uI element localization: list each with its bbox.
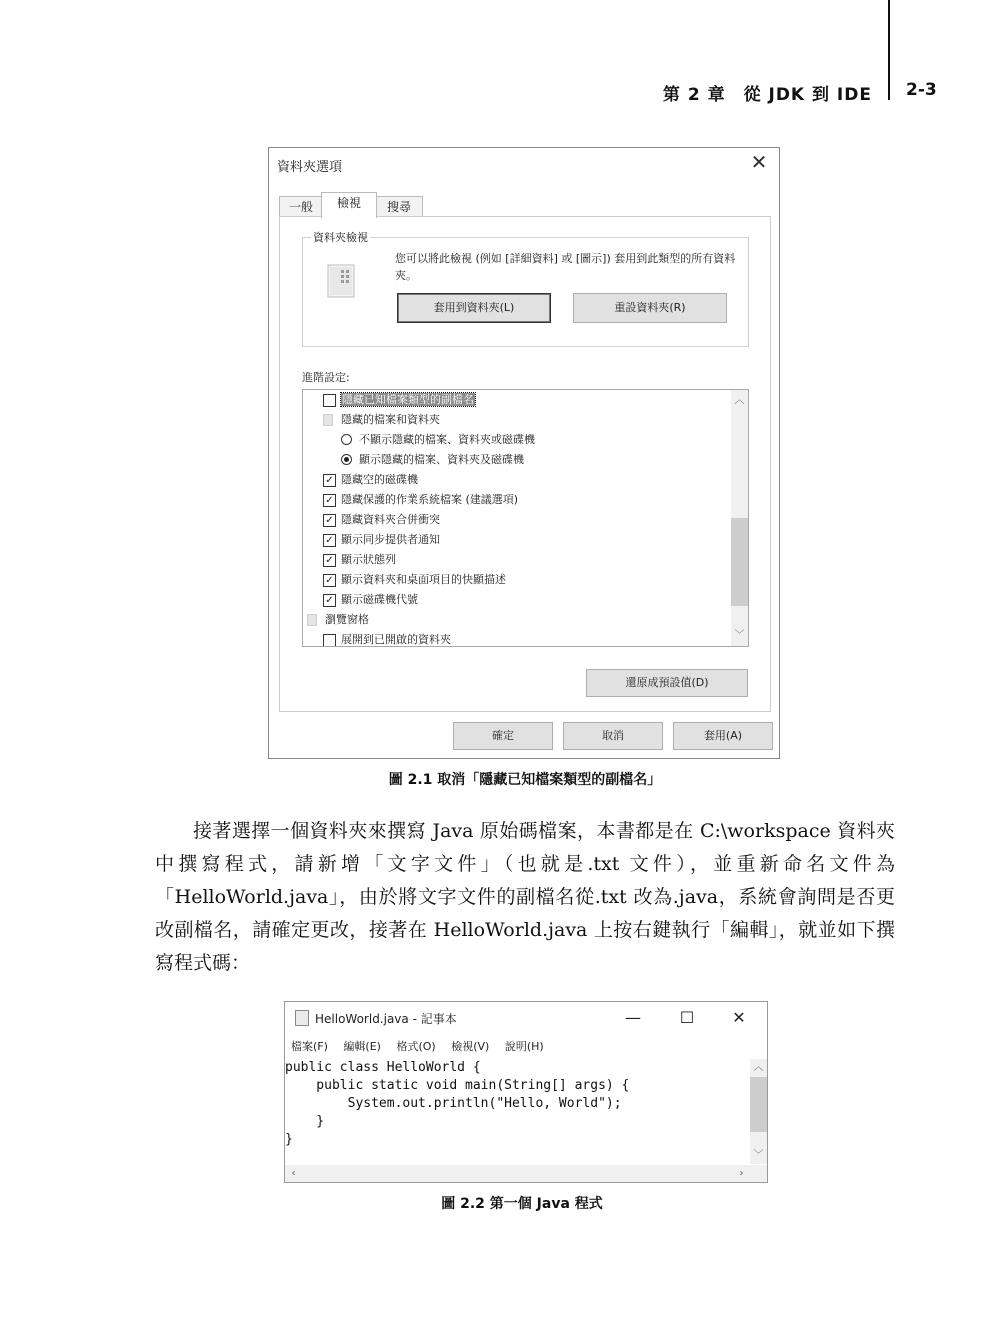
code-editor[interactable]: public class HelloWorld { public static void main(String[] args) { System.out.println("Hello, World"); } } [285, 1060, 630, 1147]
sync-provider-label: 顯示同步提供者通知 [341, 533, 440, 546]
checkbox-checked-icon[interactable]: ✓ [323, 574, 336, 587]
notepad-window [284, 1001, 768, 1183]
expand-open-folder-label: 展開到已開啟的資料夾 [341, 633, 451, 646]
scroll-down-icon[interactable]: ﹀ [753, 1150, 764, 1161]
popup-description-label: 顯示資料夾和桌面項目的快顯描述 [341, 573, 506, 586]
folder-node-icon [323, 414, 333, 426]
tab-general[interactable]: 一般 [279, 196, 323, 217]
navigation-pane-icon [307, 614, 317, 626]
list-item [307, 610, 369, 630]
menu-edit[interactable]: 編輯(E) [343, 1040, 381, 1053]
radio-icon[interactable] [341, 434, 352, 445]
list-item [323, 410, 440, 430]
list-item[interactable] [323, 470, 418, 490]
editor-horizontal-scrollbar[interactable] [285, 1165, 767, 1182]
checkbox-checked-icon[interactable]: ✓ [323, 554, 336, 567]
notepad-title: HelloWorld.java - 記事本 [315, 1012, 457, 1026]
scroll-up-icon[interactable]: ︿ [734, 395, 745, 406]
cancel-button[interactable]: 取消 [563, 722, 663, 750]
hide-protected-files-label: 隱藏保護的作業系統檔案 (建議選項) [341, 493, 519, 506]
hide-merge-conflicts-label: 隱藏資料夾合併衝突 [341, 513, 440, 526]
scroll-down-icon[interactable]: ﹀ [734, 630, 745, 641]
scroll-up-icon[interactable]: ︿ [753, 1062, 764, 1073]
checkbox-icon[interactable] [323, 394, 336, 407]
hide-extensions-label: 隱藏已知檔案類型的副檔名 [342, 393, 474, 406]
list-item[interactable] [323, 530, 440, 550]
drive-letters-label: 顯示磁碟機代號 [341, 593, 418, 606]
status-bar-label: 顯示狀態列 [341, 553, 396, 566]
list-item[interactable] [323, 550, 396, 570]
ok-button[interactable]: 確定 [453, 722, 553, 750]
folder-views-description: 您可以將此檢視 (例如 [詳細資料] 或 [圖示]) 套用到此類型的所有資料夾。 [395, 252, 736, 282]
figure-caption-2: 圖 2.2 第一個 Java 程式 [441, 1196, 603, 1212]
list-item[interactable] [323, 590, 418, 610]
navigation-pane-label: 瀏覽窗格 [325, 613, 369, 626]
tab-view[interactable]: 檢視 [321, 192, 377, 218]
notepad-menubar [291, 1038, 556, 1054]
reset-folders-button[interactable]: 重設資料夾(R) [573, 293, 727, 323]
apply-to-folders-button[interactable]: 套用到資料夾(L) [397, 293, 551, 323]
advanced-settings-list [302, 389, 749, 647]
checkbox-checked-icon[interactable]: ✓ [323, 494, 336, 507]
list-item[interactable] [323, 570, 506, 590]
list-item[interactable] [323, 630, 451, 647]
folder-view-icon [327, 264, 357, 300]
show-hidden-label: 顯示隱藏的檔案、資料夾及磁碟機 [359, 453, 524, 466]
folder-views-group [302, 231, 749, 347]
list-item[interactable] [323, 390, 475, 410]
advanced-settings-label: 進階設定: [302, 371, 350, 384]
editor-vertical-scrollbar[interactable] [750, 1059, 767, 1164]
tab-search[interactable]: 搜尋 [375, 196, 423, 217]
scrollbar-thumb[interactable] [750, 1077, 767, 1132]
scrollbar-thumb[interactable] [731, 518, 748, 606]
menu-format[interactable]: 格式(O) [396, 1040, 436, 1053]
view-tab-panel [279, 216, 771, 712]
body-paragraph [155, 815, 895, 980]
checkbox-checked-icon[interactable]: ✓ [323, 534, 336, 547]
notepad-icon [295, 1010, 309, 1026]
figure-caption-1: 圖 2.1 取消「隱藏已知檔案類型的副檔名」 [388, 772, 662, 788]
scroll-left-icon[interactable]: ‹ [291, 1168, 296, 1179]
menu-view[interactable]: 檢視(V) [451, 1040, 490, 1053]
maximize-icon[interactable]: ☐ [679, 1008, 695, 1027]
hide-empty-drives-label: 隱藏空的磁碟機 [341, 473, 418, 486]
page-number: 2-3 [906, 80, 937, 100]
list-item[interactable] [323, 490, 518, 510]
minimize-icon[interactable]: — [625, 1008, 641, 1027]
list-item[interactable] [323, 510, 440, 530]
checkbox-checked-icon[interactable]: ✓ [323, 594, 336, 607]
radio-selected-icon[interactable] [341, 454, 352, 465]
list-item[interactable] [341, 430, 535, 450]
menu-help[interactable]: 說明(H) [504, 1040, 544, 1053]
checkbox-checked-icon[interactable]: ✓ [323, 514, 336, 527]
dont-show-hidden-label: 不顯示隱藏的檔案、資料夾或磁碟機 [359, 433, 535, 446]
chapter-title: 第 2 章 從 JDK 到 IDE [662, 85, 872, 105]
scroll-right-icon[interactable]: › [739, 1168, 744, 1179]
menu-file[interactable]: 檔案(F) [291, 1040, 328, 1053]
hidden-files-node-label: 隱藏的檔案和資料夾 [341, 413, 440, 426]
dialog-title: 資料夾選項 [277, 160, 343, 175]
restore-defaults-button[interactable]: 還原成預設值(D) [586, 669, 748, 697]
list-scrollbar[interactable] [731, 390, 748, 646]
apply-button[interactable]: 套用(A) [673, 722, 773, 750]
paragraph-text: 接著選擇一個資料夾來撰寫 Java 原始碼檔案，本書都是在 C:\workspace 資料夾中撰寫程式，請新增「文字文件」（也就是.txt 文件），並重新命名文件為「HelloWorld.java」，由於將文字文件的副檔名從.txt 改為.java，系統會詢問是否更改副檔名，請確定更改，接著在 HelloWorld.java 上按右鍵執行「編輯」，就並如下撰寫程式碼： [155, 820, 895, 974]
close-icon[interactable]: ✕ [732, 1008, 746, 1027]
checkbox-checked-icon[interactable]: ✓ [323, 474, 336, 487]
folder-views-label: 資料夾檢視 [313, 231, 368, 244]
checkbox-icon[interactable] [323, 634, 336, 647]
list-item[interactable] [341, 450, 524, 470]
header-rule [888, 0, 890, 100]
folder-options-dialog [268, 147, 780, 759]
close-icon[interactable]: ✕ [750, 150, 768, 174]
